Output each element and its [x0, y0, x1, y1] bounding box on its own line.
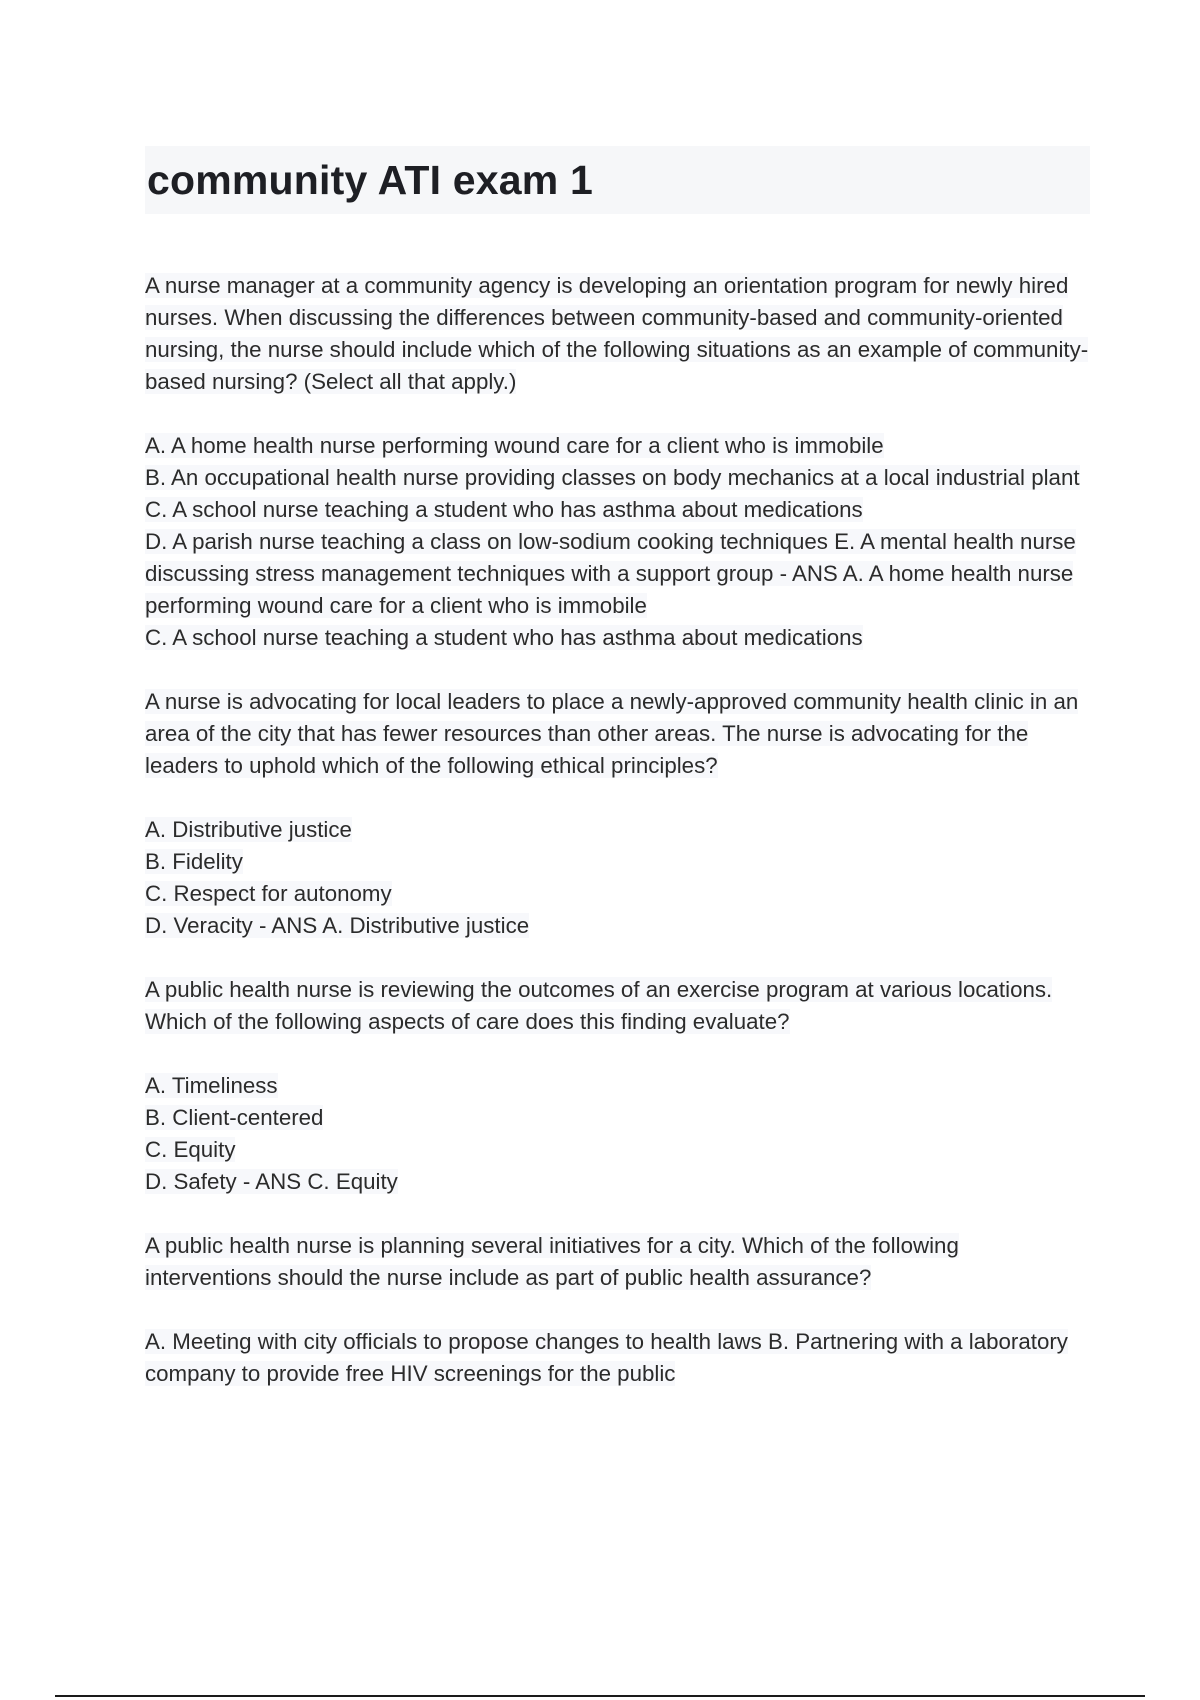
question-text: A public health nurse is reviewing the outcomes of an exercise program at various locations. Which of the following aspects of care does this finding evaluate?: [145, 977, 1053, 1034]
answer-options: [145, 1070, 1090, 1198]
option-line: C. A school nurse teaching a student who has asthma about medications: [145, 497, 863, 522]
option-line: B. Client-centered: [145, 1105, 324, 1130]
answer-options: [145, 1326, 1090, 1390]
answer-options: [145, 814, 1090, 942]
question-stem: [145, 270, 1090, 398]
option-line: A. Timeliness: [145, 1073, 278, 1098]
question-text: A nurse is advocating for local leaders to place a newly-approved community health clinic in an area of the city that has fewer resources than other areas. The nurse is advocating for the leaders to uphold which of the following ethical principles?: [145, 689, 1079, 778]
option-line: A. Meeting with city officials to propose changes to health laws B. Partnering with a laboratory company to provide free HIV screenings for the public: [145, 1329, 1068, 1386]
question-stem: [145, 686, 1090, 782]
option-line: C. Equity: [145, 1137, 236, 1162]
question-text: A public health nurse is planning several initiatives for a city. Which of the following interventions should the nurse include as part of public health assurance?: [145, 1233, 959, 1290]
option-line: D. A parish nurse teaching a class on low-sodium cooking techniques E. A mental health nurse discussing stress management techniques with a support group - ANS A. A home health nurse performing wound care for a client who is immobile: [145, 529, 1076, 618]
question-stem: [145, 1230, 1090, 1294]
option-line: C. A school nurse teaching a student who has asthma about medications: [145, 625, 863, 650]
question-stem: [145, 974, 1090, 1038]
option-line: C. Respect for autonomy: [145, 881, 392, 906]
answer-options: [145, 430, 1090, 654]
option-line: A. Distributive justice: [145, 817, 352, 842]
page-title: community ATI exam 1: [147, 156, 594, 203]
question-text: A nurse manager at a community agency is developing an orientation program for newly hired nurses. When discussing the differences between community-based and community-oriented nursing, the nurse should include which of the following situations as an example of community-based nursing? (Select all that apply.): [145, 273, 1089, 394]
option-line: B. An occupational health nurse providing classes on body mechanics at a local industrial plant: [145, 465, 1080, 490]
title-box: [145, 146, 1090, 214]
option-line: A. A home health nurse performing wound care for a client who is immobile: [145, 433, 884, 458]
document-page: [145, 146, 1090, 1422]
option-line: D. Safety - ANS C. Equity: [145, 1169, 398, 1194]
option-line: D. Veracity - ANS A. Distributive justice: [145, 913, 530, 938]
footer-divider: [55, 1695, 1145, 1697]
option-line: B. Fidelity: [145, 849, 243, 874]
